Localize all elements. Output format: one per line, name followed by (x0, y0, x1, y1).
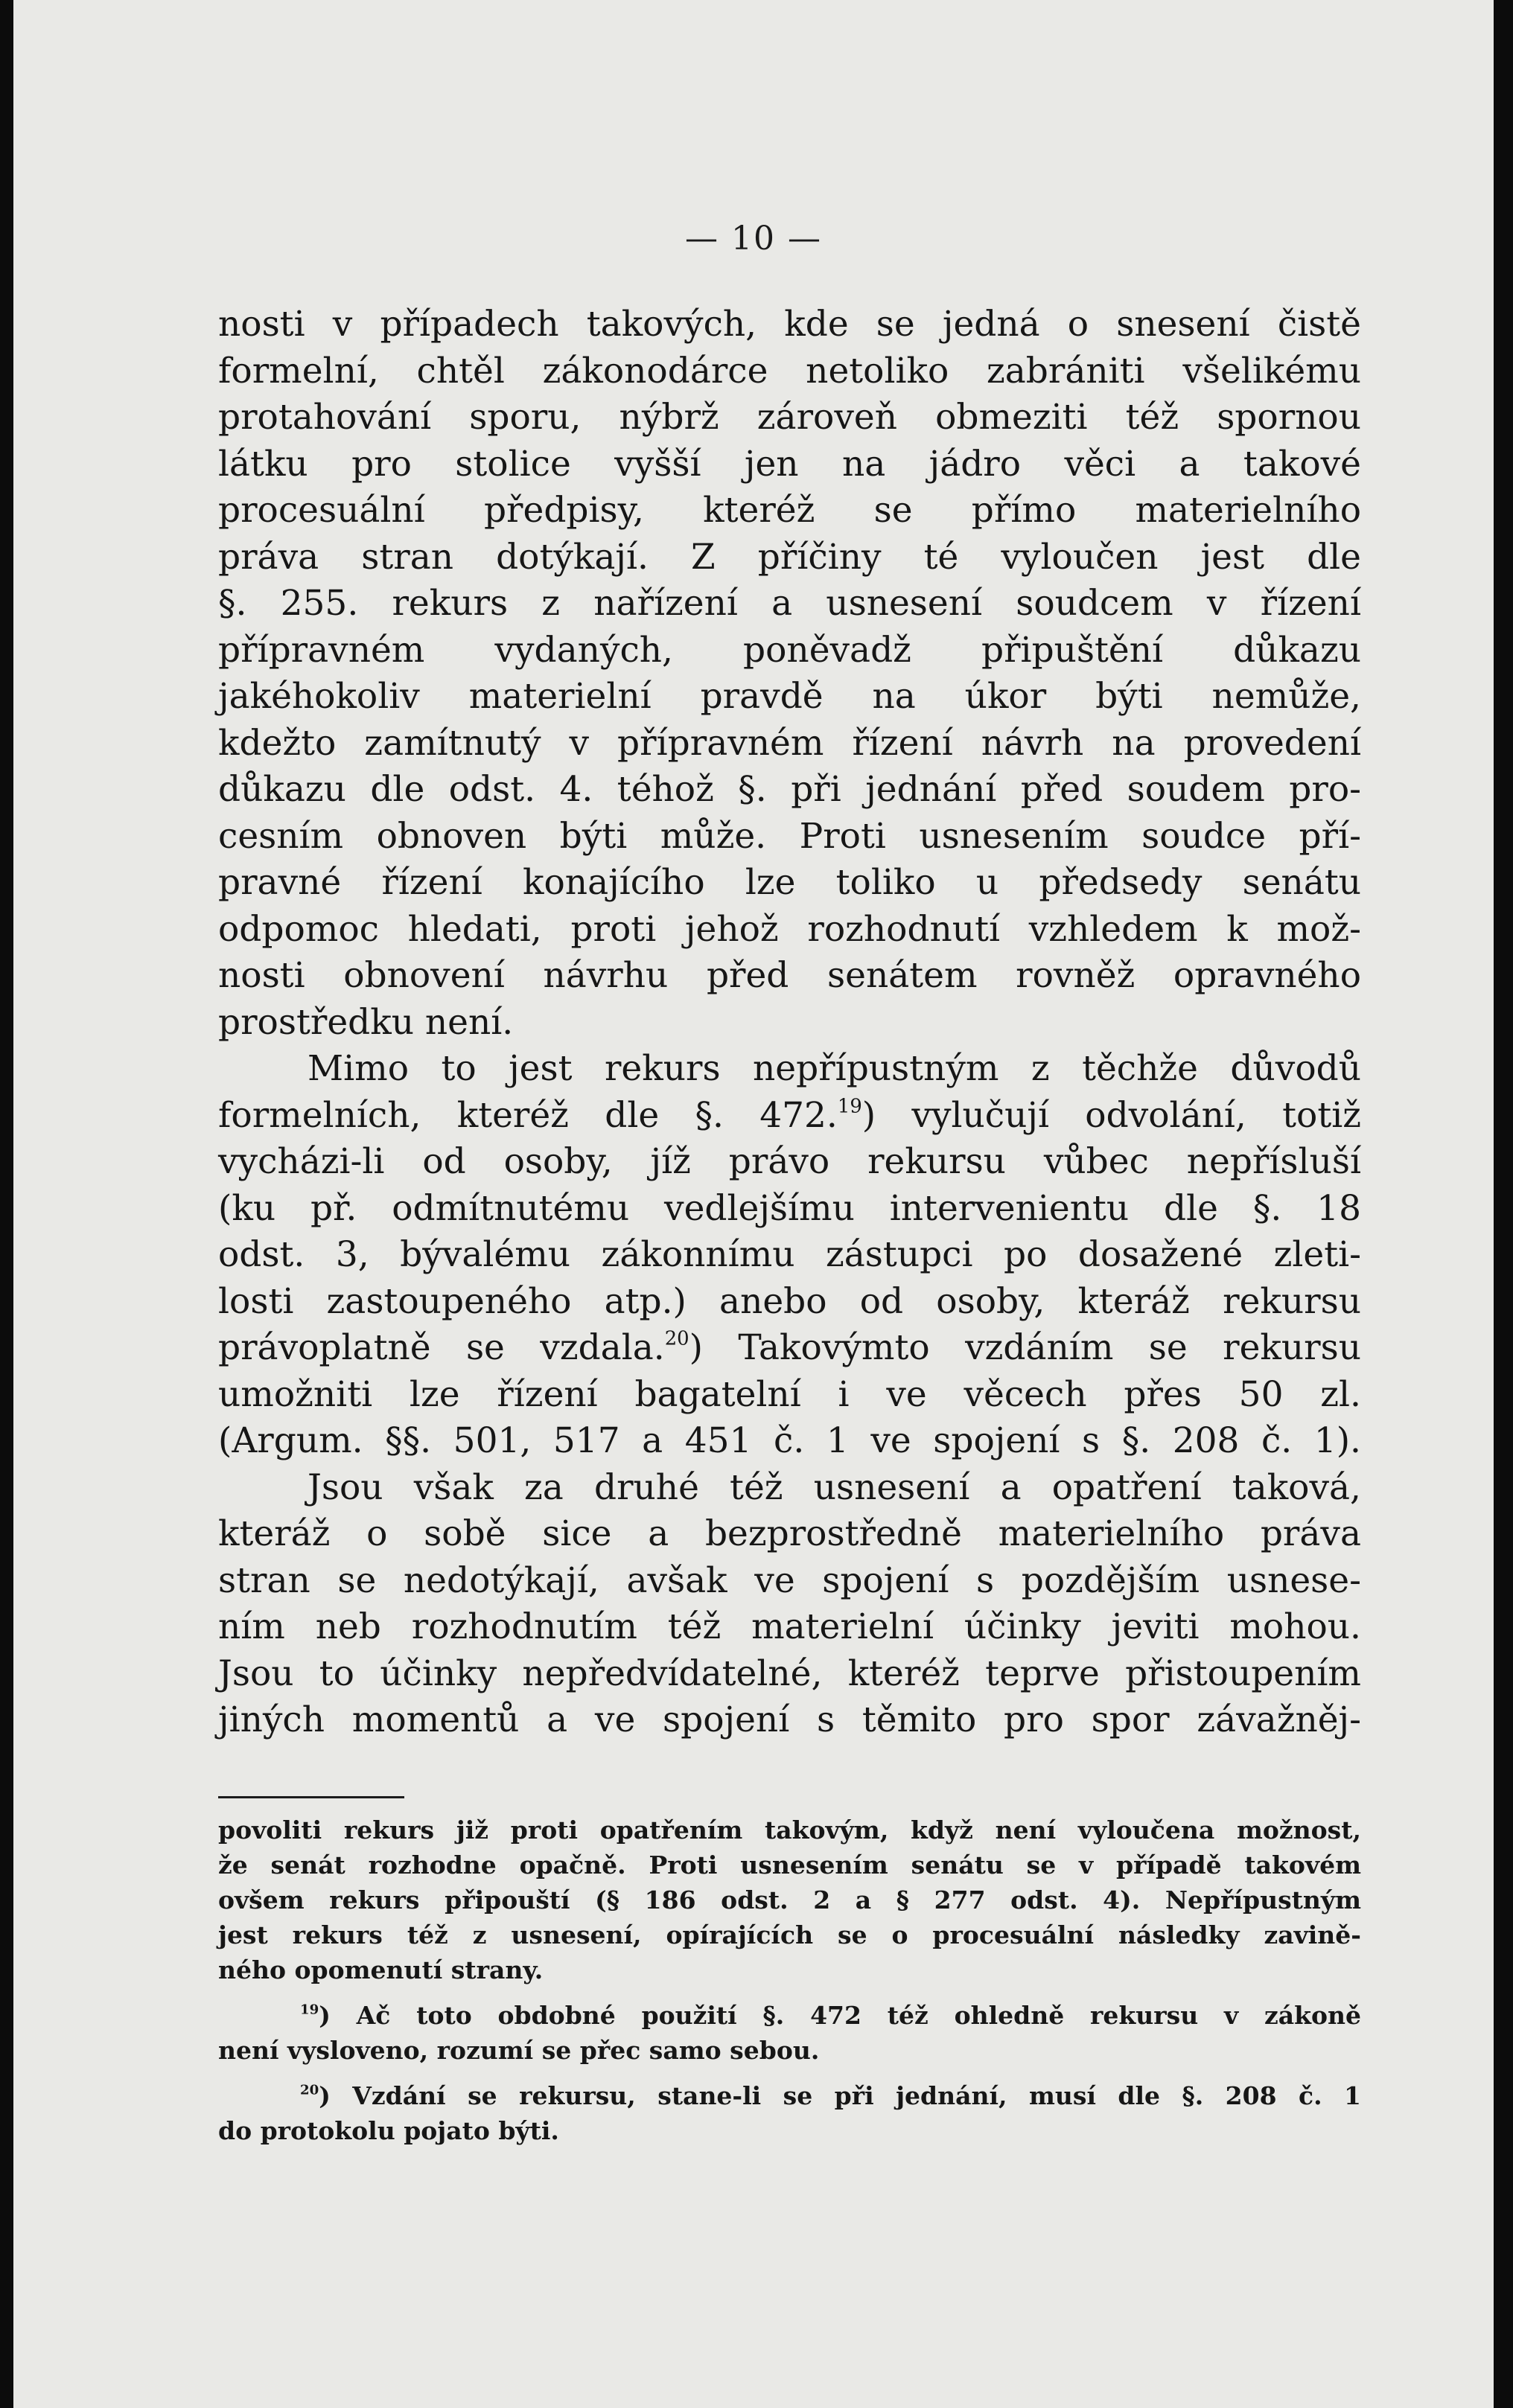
footnote-line: že senát rozhodne opačně. Proti usnesením senátu se v případě takovém (218, 1850, 1361, 1880)
text-line: nosti v případech takových, kde se jedná o snesení čistě (218, 304, 1361, 345)
text-line-with-footnote-ref (218, 1093, 1361, 1140)
text-line-with-footnote-ref (218, 1325, 1361, 1372)
text-line: cesním obnoven býti může. Proti usnesením soudce pří- (218, 815, 1361, 857)
text-line: pravné řízení konajícího lze toliko u předsedy senátu (218, 862, 1361, 903)
text-line: kdežto zamítnutý v přípravném řízení návrh na provedení (218, 722, 1361, 764)
footnote-mark-20: 20 (300, 2082, 319, 2098)
text-line: vycházi-li od osoby, jíž právo rekursu vůbec nepřísluší (218, 1141, 1361, 1182)
footnote-text: ) Ač toto obdobné použití §. 472 též ohledně rekursu v zákoně (319, 2001, 1361, 2030)
text-line: odst. 3, bývalému zákonnímu zástupci po dosažené zleti- (218, 1234, 1361, 1275)
text-line: umožniti lze řízení bagatelní i ve věcech přes 50 zl. (218, 1373, 1361, 1415)
footnote-line: ovšem rekurs připouští (§ 186 odst. 2 a § 277 odst. 4). Nepřípustným (218, 1885, 1361, 1914)
footnote-ref-19: 19 (837, 1095, 862, 1118)
text-line: ním neb rozhodnutím též materielní účinky jeviti mohou. (218, 1606, 1361, 1647)
text-line: losti zastoupeného atp.) anebo od osoby, kteráž rekursu (218, 1280, 1361, 1322)
text-line: kteráž o sobě sice a bezprostředně materielního práva (218, 1513, 1361, 1554)
text-line: jiných momentů a ve spojení s těmito pro spor závažněj- (218, 1699, 1361, 1740)
footnote-line: do protokolu pojato býti. (218, 2116, 559, 2145)
text-line: (Argum. §§. 501, 517 a 451 č. 1 ve spojení s §. 208 č. 1). (218, 1420, 1361, 1461)
text-line: stran se nedotýkají, avšak ve spojení s pozdějším usnese- (218, 1559, 1361, 1601)
text-line: důkazu dle odst. 4. téhož §. při jednání před soudem pro- (218, 769, 1361, 810)
text-line: přípravném vydaných, poněvadž připuštění důkazu (218, 629, 1361, 671)
footnote-line: není vysloveno, rozumí se přec samo sebou. (218, 2036, 820, 2065)
footnote-ref-20: 20 (664, 1327, 689, 1350)
footnote-separator (218, 1796, 404, 1798)
text-line: látku pro stolice vyšší jen na jádro věci a takové (218, 443, 1361, 485)
footnote-line: povoliti rekurs již proti opatřením takovým, když není vyloučena možnost, (218, 1815, 1361, 1845)
text-line: §. 255. rekurs z nařízení a usnesení soudcem v řízení (218, 583, 1361, 624)
footnote-line: jest rekurs též z usnesení, opírajících se o procesuální následky zavině- (218, 1920, 1361, 1949)
footnote-mark-19: 19 (300, 2002, 319, 2018)
footnote-line (218, 1998, 1361, 2033)
text-segment: ) Takovýmto vzdáním se rekursu (689, 1327, 1362, 1368)
footnote-line (218, 2078, 1361, 2113)
paragraph-first-line: Mimo to jest rekurs nepřípustným z těchže důvodů (308, 1048, 1361, 1089)
text-segment: právoplatně se vzdala. (218, 1327, 665, 1368)
footnote-19 (218, 1998, 1361, 2068)
footnote-line: ného opomenutí strany. (218, 1955, 544, 1984)
text-line: prostředku není. (218, 1001, 514, 1043)
footnote-continuation (218, 1813, 1361, 1987)
footnote-20 (218, 2078, 1361, 2148)
text-line: jakéhokoliv materielní pravdě na úkor býti nemůže, (218, 676, 1361, 717)
text-line: (ku př. odmítnutému vedlejšímu intervenientu dle §. 18 (218, 1187, 1361, 1229)
paragraph-first-line: Jsou však za druhé též usnesení a opatření taková, (308, 1466, 1361, 1508)
text-line: formelní, chtěl zákonodárce netoliko zabrániti všelikému (218, 350, 1361, 392)
footnote-text: ) Vzdání se rekursu, stane-li se při jednání, musí dle §. 208 č. 1 (319, 2081, 1361, 2110)
text-segment: ) vylučují odvolání, totiž (861, 1094, 1362, 1136)
text-line: protahování sporu, nýbrž zároveň obmeziti též spornou (218, 397, 1361, 438)
text-line: procesuální předpisy, kteréž se přímo materielního (218, 490, 1361, 531)
book-page (13, 0, 1494, 2408)
text-line: práva stran dotýkají. Z příčiny té vyloučen jest dle (218, 536, 1361, 578)
main-text (218, 301, 1361, 1744)
footnotes (218, 1813, 1361, 2148)
text-line: Jsou to účinky nepředvídatelné, kteréž teprve přistoupením (218, 1652, 1361, 1694)
page-number: — 10 — (685, 220, 822, 258)
text-line: odpomoc hledati, proti jehož rozhodnutí vzhledem k mož- (218, 908, 1361, 950)
text-segment: formelních, kteréž dle §. 472. (218, 1094, 838, 1136)
text-line: nosti obnovení návrhu před senátem rovněž opravného (218, 955, 1361, 996)
